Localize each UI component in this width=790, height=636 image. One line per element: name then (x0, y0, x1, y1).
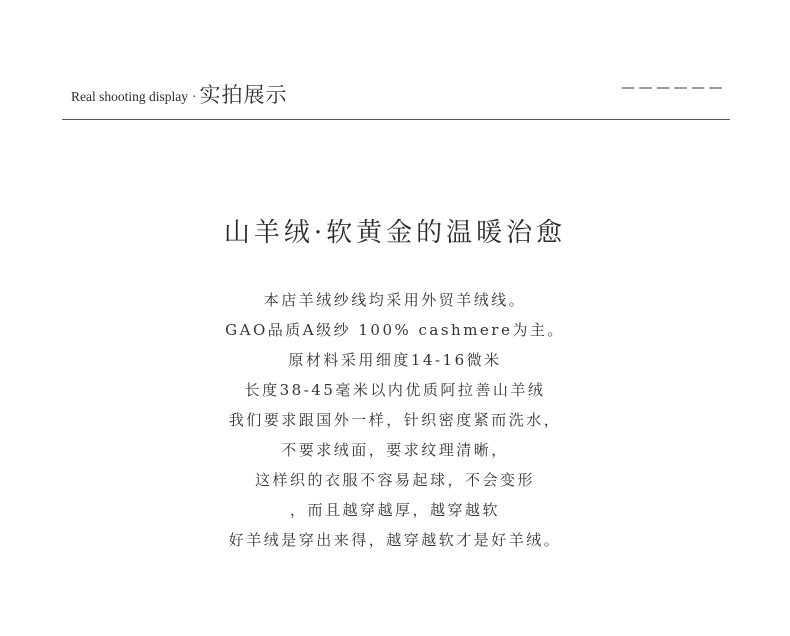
description-line: GAO品质A级纱 100% cashmere为主。 (225, 321, 565, 339)
description-line: 这样织的衣服不容易起球，不会变形 (254, 471, 535, 489)
description-line: 长度38-45毫米以内优质阿拉善山羊绒 (244, 381, 546, 399)
section-header (62, 74, 730, 120)
page-title: 山羊绒·软黄金的温暖治愈 (223, 218, 567, 248)
header-label-english: Real shooting display (71, 89, 188, 104)
header-divider-line (62, 119, 730, 120)
description-line: 我们要求跟国外一样，针织密度紧而洗水， (228, 411, 562, 429)
header-label-chinese: 实拍展示 (199, 83, 288, 107)
header-label (71, 78, 288, 108)
description-line: 原材料采用细度14-16微米 (288, 351, 502, 369)
header-separator-dot: · (192, 89, 197, 104)
description-line: 本店羊绒纱线均采用外贸羊绒线。 (263, 291, 527, 309)
header-dash-ornament: —————— (621, 80, 726, 96)
description-line: 好羊绒是穿出来得，越穿越软才是好羊绒。 (228, 531, 562, 549)
description-line: ，而且越穿越厚，越穿越软 (289, 501, 500, 519)
description-text-block (0, 288, 790, 558)
description-line: 不要求绒面，要求纹理清晰， (281, 441, 509, 459)
